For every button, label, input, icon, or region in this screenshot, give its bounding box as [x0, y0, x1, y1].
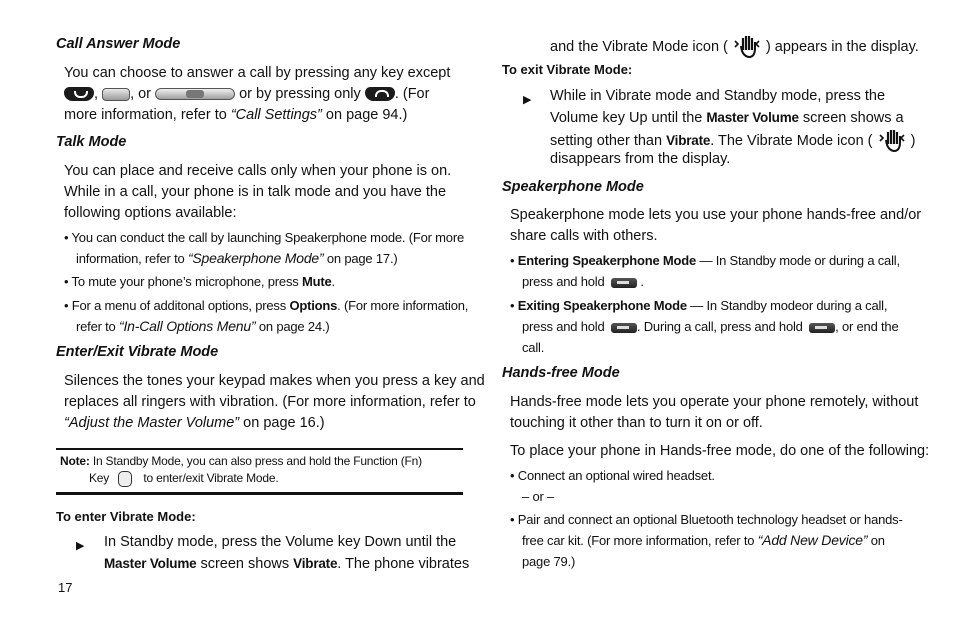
talk-bullet-1b: information, refer to “Speakerphone Mode” on page 17.)	[76, 250, 398, 266]
navigation-key-icon	[155, 88, 235, 100]
exit-vibrate-line-1: While in Vibrate mode and Standby mode, press the	[550, 88, 886, 104]
note-line-2: Key to enter/exit Vibrate Mode.	[89, 471, 279, 485]
talk-mode-heading: Talk Mode	[56, 134, 127, 150]
hands-free-bullet-2b: free car kit. (For more information, refer to “Add New Device” on	[522, 532, 885, 548]
enter-vibrate-line-2: Master Volume screen shows Vibrate. The phone vibrates	[104, 556, 470, 572]
call-settings-reference: “Call Settings”	[230, 107, 322, 123]
hands-free-line-1: Hands-free mode lets you operate your phone remotely, without	[510, 394, 919, 410]
vibrate-line-3: “Adjust the Master Volume” on page 16.)	[64, 415, 325, 431]
enter-vibrate-title: To enter Vibrate Mode:	[56, 509, 196, 524]
send-key-icon	[64, 87, 94, 101]
adjust-master-volume-reference: “Adjust the Master Volume”	[64, 415, 240, 431]
hands-free-bullet-1: • Connect an optional wired headset.	[510, 468, 715, 483]
talk-bullet-1a: • You can conduct the call by launching Speakerphone mode. (For more	[64, 230, 464, 245]
vibrate-heading: Enter/Exit Vibrate Mode	[56, 344, 219, 360]
call-answer-heading: Call Answer Mode	[56, 36, 181, 52]
exit-vibrate-line-4: disappears from the display.	[550, 151, 731, 167]
speakerphone-reference: “Speakerphone Mode”	[187, 250, 324, 266]
exit-vibrate-line-2: Volume key Up until the Master Volume screen shows a	[550, 110, 904, 126]
call-answer-line-2: , , or or by pressing only . (For	[64, 84, 429, 105]
vibrate-continued-line: and the Vibrate Mode icon ( ) appears in the display.	[550, 34, 919, 60]
hands-free-bullet-2c: page 79.)	[522, 554, 576, 569]
exiting-speakerphone-line-2: press and hold . During a call, press and hold , or end the	[522, 319, 899, 334]
call-answer-line-1: You can choose to answer a call by pressing any key except	[64, 65, 451, 81]
vibrate-mode-icon	[732, 34, 762, 60]
add-new-device-reference: “Add New Device”	[757, 532, 868, 548]
end-key-icon	[365, 87, 395, 101]
call-answer-line-3: more information, refer to “Call Settings” on page 94.)	[64, 107, 408, 123]
talk-bullet-2: • To mute your phone’s microphone, press Mute.	[64, 274, 335, 289]
note-top-rule	[56, 448, 463, 450]
speakerphone-line-1: Speakerphone mode lets you use your phone hands-free and/or	[510, 207, 922, 223]
hands-free-or: – or –	[522, 489, 555, 504]
hands-free-heading: Hands-free Mode	[502, 365, 620, 381]
hands-free-line-3: To place your phone in Hands-free mode, do one of the following:	[510, 443, 930, 459]
exit-vibrate-bullet-icon: ▶	[523, 94, 532, 106]
vibrate-line-1: Silences the tones your keypad makes when you press a key and	[64, 373, 485, 389]
enter-vibrate-line-1: In Standby mode, press the Volume key Down until the	[104, 534, 457, 550]
talk-line-3: following options available:	[64, 205, 237, 221]
talk-line-2: While in a call, your phone is in talk mode and you have the	[64, 184, 447, 200]
exit-vibrate-line-3: setting other than Vibrate. The Vibrate Mode icon ( )	[550, 128, 915, 154]
note-label: Note:	[60, 454, 90, 468]
entering-speakerphone-line-1: • Entering Speakerphone Mode — In Standby mode or during a call,	[510, 253, 900, 268]
exiting-speakerphone-line-1: • Exiting Speakerphone Mode — In Standby modeor during a call,	[510, 298, 888, 313]
enter-vibrate-bullet-icon: ▶	[76, 540, 85, 552]
in-call-options-reference: “In-Call Options Menu”	[119, 318, 256, 334]
speakerphone-heading: Speakerphone Mode	[502, 179, 644, 195]
hands-free-bullet-2a: • Pair and connect an optional Bluetooth technology headset or hands-	[510, 512, 903, 527]
vibrate-line-2: replaces all ringers with vibration. (For more information, refer to	[64, 394, 476, 410]
speakerphone-key-icon	[611, 278, 637, 288]
speakerphone-key-icon	[611, 323, 637, 333]
exit-vibrate-title: To exit Vibrate Mode:	[502, 62, 633, 77]
speakerphone-key-icon	[809, 323, 835, 333]
note-bottom-rule	[56, 492, 463, 495]
note-line-1: Note: In Standby Mode, you can also press and hold the Function (Fn)	[60, 454, 422, 468]
soft-key-icon	[102, 88, 130, 101]
talk-bullet-3b: refer to “In-Call Options Menu” on page 24.)	[76, 318, 330, 334]
talk-bullet-3a: • For a menu of additonal options, press Options. (For more information,	[64, 298, 469, 313]
page-number: 17	[58, 580, 73, 595]
speakerphone-line-2: share calls with others.	[510, 228, 658, 244]
vibrate-mode-icon	[877, 128, 907, 154]
hands-free-line-2: touching it other than to turn it on or off.	[510, 415, 763, 431]
exiting-speakerphone-line-3: call.	[522, 340, 545, 355]
talk-line-1: You can place and receive calls only when your phone is on.	[64, 163, 452, 179]
function-key-icon	[118, 471, 132, 487]
entering-speakerphone-line-2: press and hold .	[522, 274, 644, 289]
